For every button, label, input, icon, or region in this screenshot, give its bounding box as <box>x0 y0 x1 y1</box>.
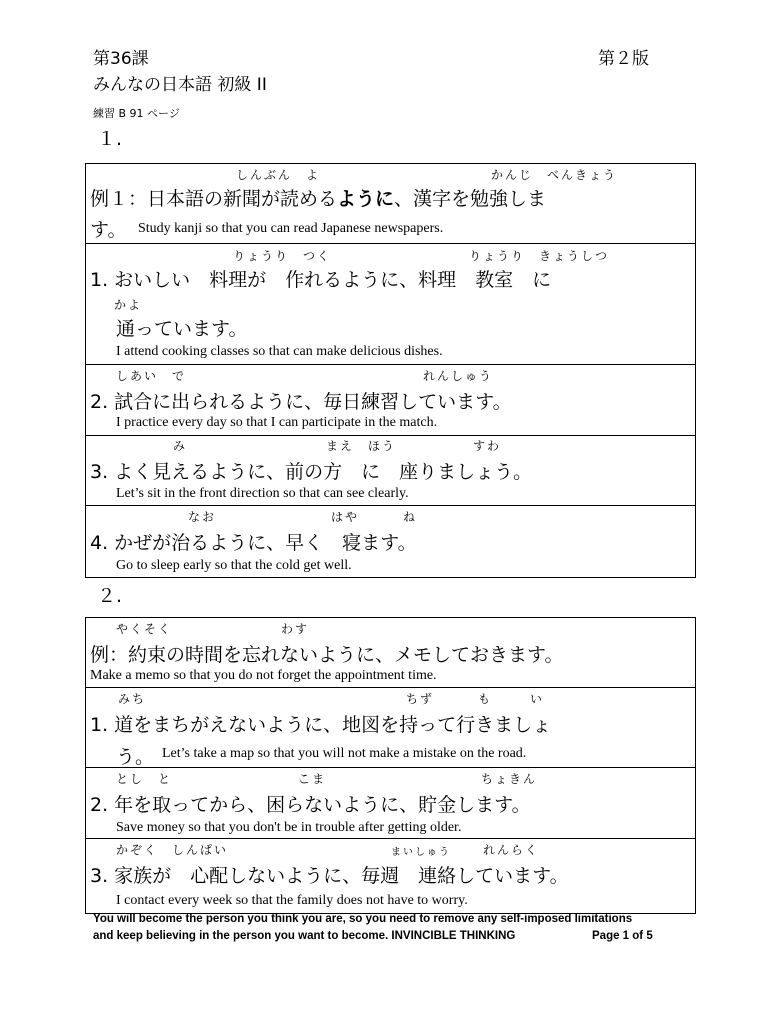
sentence-jp: 1. 道をまちがえないように、地図を持って行きましょ <box>90 714 552 736</box>
furigana: すわ <box>473 439 502 453</box>
sentence-jp: 2. 試合に出られるように、毎日練習しています。 <box>90 391 512 413</box>
furigana: りょうり つく <box>233 249 332 263</box>
furigana: とし と <box>116 772 173 786</box>
english-translation: Save money so that you don't be in trouble after getting older. <box>116 820 462 835</box>
table-row <box>86 436 695 506</box>
furigana: も <box>478 692 493 706</box>
table-row <box>86 768 695 839</box>
furigana: みち <box>118 692 147 706</box>
sentence-jp: 1. おいしい 料理が 作れるように、料理 教室 に <box>90 269 552 291</box>
table-row <box>86 506 695 577</box>
furigana: ちょきん <box>481 772 538 786</box>
sentence-jp-cont: う。 <box>116 746 155 768</box>
sentence-jp: 3. 家族が 心配しないように、毎週 連絡しています。 <box>90 865 569 887</box>
english-translation: Let’s sit in the front direction so that can see clearly. <box>116 486 409 501</box>
example-sentence-jp: 例：約束の時間を忘れないように、メモしておきます。 <box>90 644 564 666</box>
furigana: み <box>173 439 188 453</box>
table-row <box>86 688 695 768</box>
furigana: まいしゅう <box>391 847 451 858</box>
furigana: はや <box>331 510 360 524</box>
table-row <box>86 244 695 365</box>
table-row <box>86 618 695 688</box>
example-sentence-jp: 例１：日本語の新聞が読めるように、漢字を勉強しま <box>90 188 547 210</box>
edition-label: 第２版 <box>598 49 649 69</box>
section-2-heading: ２. <box>97 585 123 607</box>
furigana: かよ <box>114 298 143 312</box>
table-row <box>86 839 695 913</box>
furigana: れんらく <box>483 843 540 857</box>
sentence-jp: 3. よく見えるように、前の方 に 座りましょう。 <box>90 461 533 483</box>
sentence-jp: 2. 年を取ってから、困らないように、貯金します。 <box>90 794 531 816</box>
lesson-title: 第36課 <box>93 49 149 69</box>
furigana: なお <box>188 510 217 524</box>
furigana: わす <box>281 622 310 636</box>
furigana: まえ ほう <box>326 439 397 453</box>
english-translation: Study kanji so that you can read Japanese newspapers. <box>138 221 444 236</box>
furigana: ね <box>403 510 418 524</box>
english-translation: I contact every week so that the family does not have to worry. <box>116 893 468 908</box>
furigana: りょうり きょうしつ <box>469 249 610 263</box>
furigana: こま <box>298 772 327 786</box>
furigana: やくそく <box>116 622 173 636</box>
english-translation: Go to sleep early so that the cold get well. <box>116 558 352 573</box>
page-number: Page 1 of 5 <box>592 930 653 942</box>
footer-quote-line-1: You will become the person you think you are, so you need to remove any self-imposed limitations <box>93 913 633 925</box>
furigana: しんぶん よ <box>236 168 321 182</box>
english-translation: Make a memo so that you do not forget the appointment time. <box>90 668 437 683</box>
furigana: しあい で <box>116 369 187 383</box>
english-translation: I practice every day so that I can participate in the match. <box>116 415 438 430</box>
section-1-table <box>85 163 696 578</box>
book-title: みんなの日本語 初級 II <box>93 75 267 95</box>
english-translation: Let’s take a map so that you will not make a mistake on the road. <box>162 746 527 761</box>
furigana: かぞく しんぱい <box>116 843 229 857</box>
english-translation: I attend cooking classes so that can make delicious dishes. <box>116 344 443 359</box>
sentence-jp-cont: 通っています。 <box>116 318 248 340</box>
table-row <box>86 164 695 244</box>
exercise-reference: 練習 B 91 ページ <box>93 107 180 120</box>
furigana: かんじ べんきょう <box>491 168 618 182</box>
table-row <box>86 365 695 436</box>
footer-quote-line-2: and keep believing in the person you want to become. INVINCIBLE THINKING <box>93 930 516 942</box>
section-2-table <box>85 617 696 914</box>
furigana: い <box>530 692 545 706</box>
furigana: れんしゅう <box>423 369 494 383</box>
section-1-heading: １. <box>97 128 123 150</box>
example-sentence-jp-cont: す。 <box>90 219 127 241</box>
furigana: ちず <box>406 692 435 706</box>
sentence-jp: 4. かぜが治るように、早く 寝ます。 <box>90 532 417 554</box>
